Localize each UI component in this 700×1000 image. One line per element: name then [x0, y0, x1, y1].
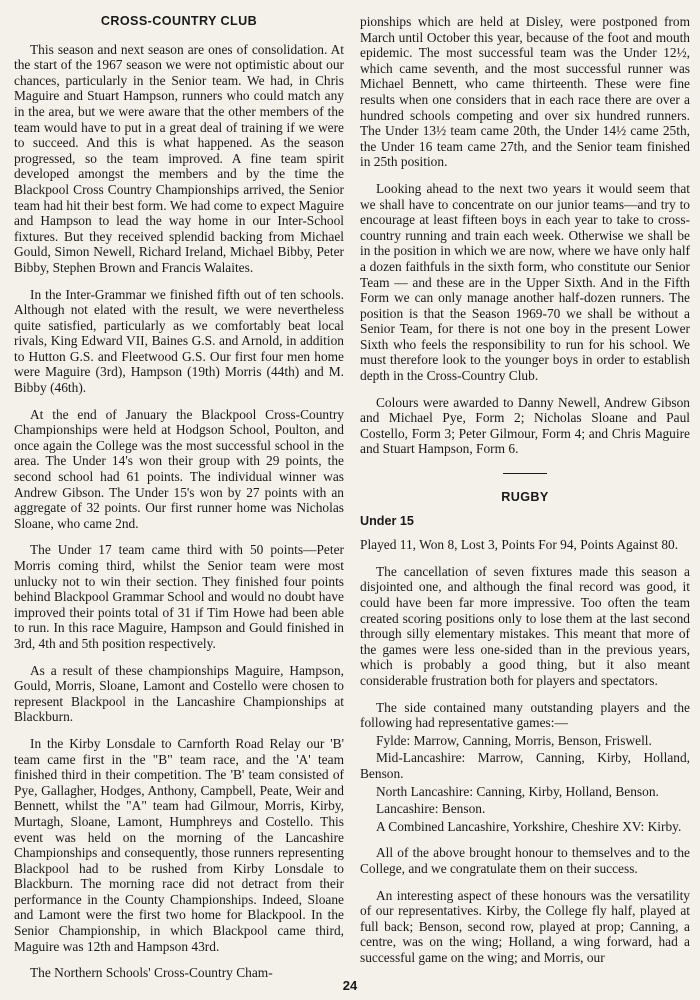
cross-country-heading: CROSS-COUNTRY CLUB — [100, 14, 258, 28]
paragraph: An interesting aspect of these honours was the versatility of our representatives. Kirby, the College fly half, played at full back; Benson, second row, played at prop; Canning, a centre, was on the wing; Holland, a wing forward, had a successful game on the wing; and Morris, our — [360, 887, 690, 965]
paragraph: The side contained many outstanding players and the following had representative games:— — [360, 699, 690, 731]
representative-line: Lancashire: Benson. — [376, 801, 486, 817]
page-number: 24 — [342, 978, 358, 993]
match-record: Played 11, Won 8, Lost 3, Points For 94, Points Against 80. — [360, 537, 679, 553]
paragraph: This season and next season are ones of consolidation. At the start of the 1967 season we were not optimistic about our chances, particularly in the Senior team. We had, in Chris Maguire and Stuart Hampson, runners who could match any in the area, but we were aware that the other members of the team would have to put in a great deal of training if we were to succeed. And this is what happened. As the season progressed, so the team improved. A fine team spirit developed amongst the members and by the time the Blackpool Cross Country Championships arrived, the Senior team had hit their best form. We had come to expect Maguire and Hampson to lead the way home in our Inter-School fixtures. But they received splendid backing from Michael Gould, Simon Newell, Richard Ireland, Michael Bibby, Peter Bibby, Stephen Brown and Francis Walaites. — [14, 41, 344, 275]
representative-line: North Lancashire: Canning, Kirby, Holland, Benson. — [376, 783, 659, 799]
paragraph: The Northern Schools' Cross-Country Cham- — [30, 965, 273, 981]
left-column — [14, 14, 344, 992]
paragraph: The cancellation of seven fixtures made this season a disjointed one, and although the final record was good, it could have been far more impressive. Too often the team created scoring positions only to lose them at the last second through silly elementary mistakes. This meant that more of the games were less one-sided than in the previous years, which is probably a good thing, but it also meant considerable frustration both for players and spectators. — [360, 563, 690, 688]
representative-line: A Combined Lancashire, Yorkshire, Cheshire XV: Kirby. — [376, 818, 682, 834]
section-divider — [503, 473, 547, 474]
paragraph: In the Inter-Grammar we finished fifth out of ten schools. Although not elated with the result, we were nevertheless quite satisfied, particularly as we comfortably beat local rivals, King Edward VII, Baines G.S. and Arnold, in addition to Hutton G.S. and Fleetwood G.S. Our first four men home were Maguire (3rd), Hampson (19th) Morris (44th) and M. Bibby (46th). — [14, 286, 344, 396]
paragraph: As a result of these championships Maguire, Hampson, Gould, Morris, Sloane, Lamont and Costello were chosen to represent Blackpool in the Lancashire Championships at Blackburn. — [14, 662, 344, 725]
paragraph: The Under 17 team came third with 50 points—Peter Morris coming third, whilst the Senior team were most unlucky not to win their section. They finished four points behind Blackpool Grammar School and would no doubt have improved their points total of 31 if Tim Howe had been able to run. In this race Maguire, Hampson and Gould finished in 3rd, 4th and 5th position respectively. — [14, 542, 344, 651]
representative-line: Mid-Lancashire: Marrow, Canning, Kirby, Holland, Benson. — [360, 750, 690, 781]
paragraph: pionships which are held at Disley, were postponed from March until October this year, because of the foot and mouth epidemic. The most successful team was the Under 12½, which came seventh, and the most successful runner was Michael Bennett, who came thirteenth. These were fine results when one considers that in each race there are over a hundred schools competing and over six hundred runners. The Under 13½ team came 20th, the Under 14½ came 25th, the Under 16 team came 27th, and the Senior team finished in 25th position. — [360, 14, 690, 170]
paragraph: All of the above brought honour to themselves and to the College, and we congratulate them on their success. — [360, 845, 690, 876]
right-column — [360, 14, 690, 976]
rugby-heading: RUGBY — [501, 490, 549, 505]
paragraph: In the Kirby Lonsdale to Carnforth Road Relay our 'B' team came first in the "B" team race, and the 'A' team finished third in their competition. The 'B' team consisted of Pye, Gallagher, Hodges, Anthony, Campbell, Peate, Weir and Bennett, whilst the "A" team had Gilmour, Morris, Kirby, Murtagh, Sloane, Lamont, Humphreys and Costello. This event was held on the morning of the Lancashire Championships and consequently, those runners representing Blackpool had to be rushed from Kirby Lonsdale to Blackburn. The morning race did not detract from their performance in the County Championships. Indeed, Sloane and Lamont were the first two home for Blackpool. In the Senior Championship, in which Blackpool came third, Maguire was 12th and Hampson 43rd. — [14, 735, 344, 954]
paragraph: Colours were awarded to Danny Newell, Andrew Gibson and Michael Pye, Form 2; Nicholas Sloane and Paul Costello, Form 3; Peter Gilmour, Form 4; and Chris Maguire and Stuart Hampson, Form 6. — [360, 394, 690, 457]
under-15-subheading: Under 15 — [360, 513, 414, 528]
paragraph: Looking ahead to the next two years it would seem that we shall have to concentrate on our junior teams—and try to encourage at least fifteen boys in each year to take to cross-country running and train each week. Otherwise we shall be in the position in which we are now, where we have only half a dozen faithfuls in the sixth form, who constitute our Senior Team — and these are in the Upper Sixth. And in the Fifth Form we can only manage another half-dozen runners. The position is that the Season 1969-70 we shall be without a Senior Team, for there is not one boy in the present Lower Sixth who feels the responsibility to run for his school. We must therefore look to the younger boys in order to establish depth in the Cross-Country Club. — [360, 180, 690, 384]
representative-line: Fylde: Marrow, Canning, Morris, Benson, Friswell. — [376, 732, 652, 748]
paragraph: At the end of January the Blackpool Cross-Country Championships were held at Hodgson School, Poulton, and once again the College was the most successful school in the area. The Under 14's won their group with 29 points, the second school had 61 points. The individual winner was Andrew Gibson. The Under 15's won by 27 points with an aggregate of 32 points. Our first runner home was Nicholas Sloane, who came 2nd. — [14, 406, 344, 531]
